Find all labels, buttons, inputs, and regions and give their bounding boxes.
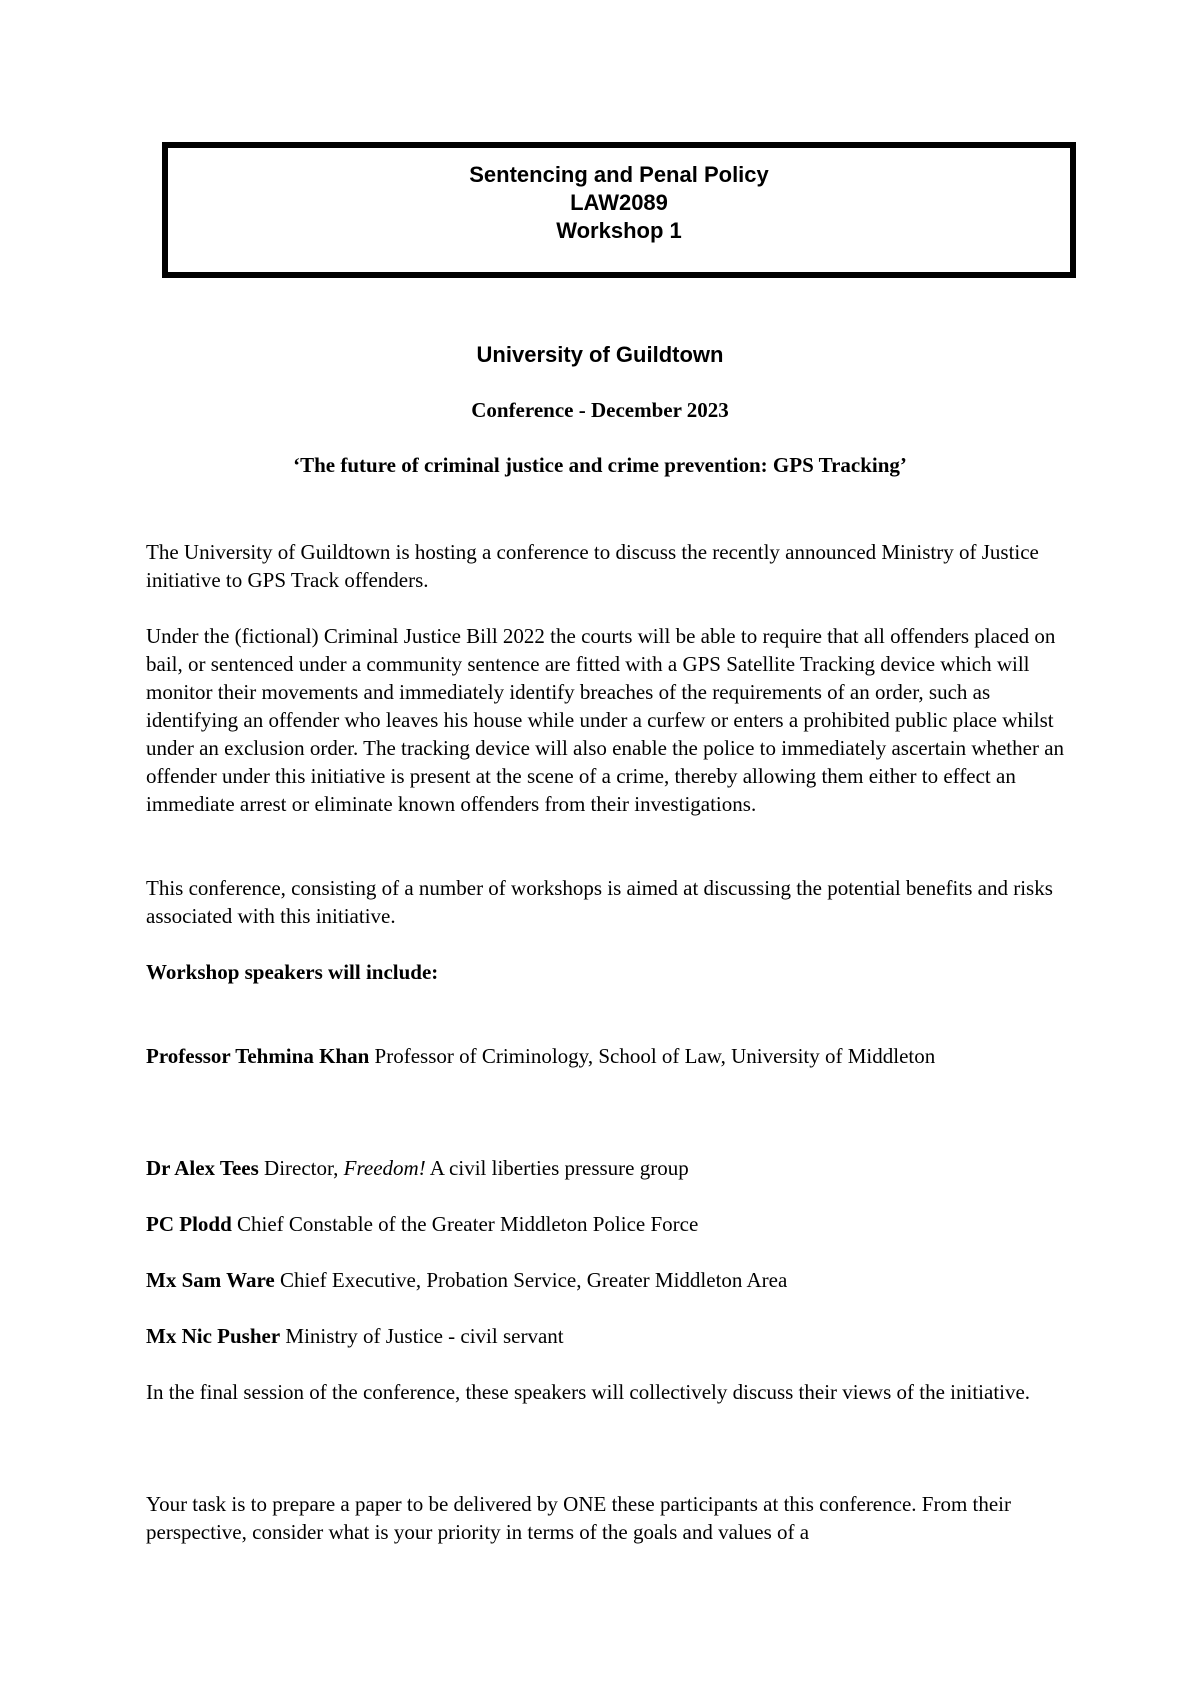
speaker-role: Director, [258, 1156, 344, 1180]
conference-date: Conference - December 2023 [471, 398, 729, 422]
speaker-role-detail: A civil liberties pressure group [425, 1156, 689, 1180]
workshop-number: Workshop 1 [556, 218, 682, 243]
speaker-name: Professor Tehmina Khan [146, 1044, 370, 1068]
aim-paragraph: This conference, consisting of a number of workshops is aimed at discussing the potential benefits and risks associated with this initiative. [146, 876, 1053, 928]
organisation-name: Freedom! [343, 1156, 426, 1180]
course-title: Sentencing and Penal Policy [469, 162, 769, 187]
task-paragraph: Your task is to prepare a paper to be delivered by ONE these participants at this conference. From their perspective, consider what is your priority in terms of the goals and values of a [146, 1492, 1012, 1544]
speaker-name: Dr Alex Tees [146, 1156, 259, 1180]
speaker-name: Mx Sam Ware [146, 1268, 275, 1292]
speakers-heading: Workshop speakers will include: [146, 960, 439, 984]
speaker-role: Ministry of Justice - civil servant [280, 1324, 564, 1348]
university-heading: University of Guildtown [476, 342, 724, 367]
speaker-name: PC Plodd [146, 1212, 232, 1236]
speaker-item [146, 1042, 1066, 1070]
conference-title: ‘The future of criminal justice and crime prevention: GPS Tracking’ [293, 453, 907, 477]
speaker-item [146, 1266, 1066, 1294]
speaker-role: Professor of Criminology, School of Law, University of Middleton [369, 1044, 936, 1068]
speaker-name: Mx Nic Pusher [146, 1324, 281, 1348]
intro-paragraph: The University of Guildtown is hosting a conference to discuss the recently announced Ministry of Justice initiative to GPS Track offenders. [146, 540, 1039, 592]
speaker-item [146, 1322, 1066, 1350]
course-header-box [162, 142, 1076, 278]
speaker-item [146, 1154, 1066, 1182]
course-code: LAW2089 [570, 190, 668, 215]
speaker-item [146, 1210, 1066, 1238]
speaker-role: Chief Executive, Probation Service, Greater Middleton Area [274, 1268, 788, 1292]
final-session-paragraph: In the final session of the conference, these speakers will collectively discuss their views of the initiative. [146, 1380, 1031, 1404]
speaker-role: Chief Constable of the Greater Middleton Police Force [231, 1212, 699, 1236]
bill-paragraph: Under the (fictional) Criminal Justice Bill 2022 the courts will be able to require that all offenders placed on bail, or sentenced under a community sentence are fitted with a GPS Satellite Tracking device which will monitor their movements and immediately identify breaches of the requirements of an order, such as identifying an offender who leaves his house while under a curfew or enters a prohibited public place whilst under an exclusion order. The tracking device will also enable the police to immediately ascertain whether an offender under this initiative is present at the scene of a crime, thereby allowing them either to effect an immediate arrest or eliminate known offenders from their investigations. [146, 624, 1065, 816]
